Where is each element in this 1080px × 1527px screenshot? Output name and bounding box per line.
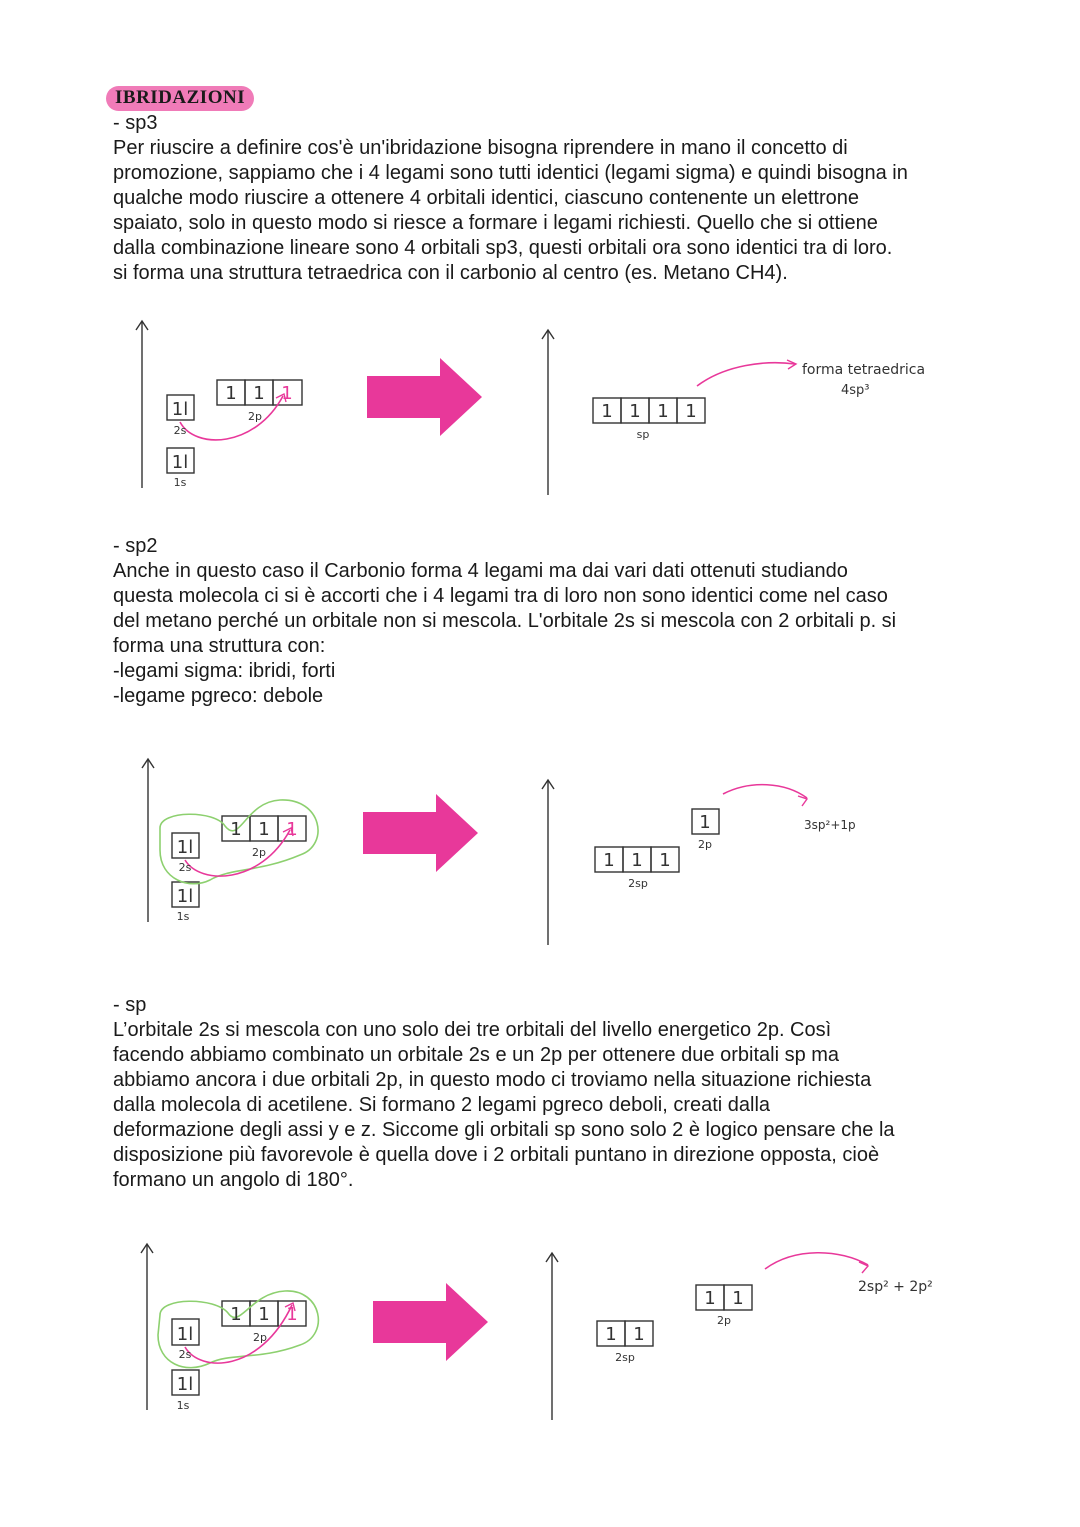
sp-2p-e2: 1 (258, 1304, 270, 1325)
sp-line-3: abbiamo ancora i due orbitali 2p, in questo modo ci troviamo nella situazione richiesta (113, 1069, 872, 1091)
sp2-2s-pair: 1l (176, 837, 194, 858)
sp-2p-right-e1: 1 (704, 1288, 716, 1309)
sp3-line-2: promozione, sappiamo che i 4 legami sono tutti identici (legami sigma) e quindi bisogna in (113, 162, 908, 184)
sp3-heading: - sp3 (113, 112, 158, 134)
sp3-diagram (0, 310, 1080, 510)
sp-line-4: dalla molecola di acetilene. Si formano 2 legami pgreco deboli, creati dalla (113, 1094, 771, 1116)
sp3-sp-e1: 1 (601, 401, 613, 422)
sp-label-1s: 1s (176, 1399, 190, 1412)
sp3-sp-e4: 1 (685, 401, 697, 422)
sp-2sp-e2: 1 (633, 1324, 645, 1345)
sp2-note: 3sp²+1p (804, 818, 856, 832)
sp3-label-2p: 2p (248, 410, 262, 423)
sp3-sp-e3: 1 (657, 401, 669, 422)
sp2-label-2sp: 2sp (628, 877, 648, 890)
sp-2s-pair: 1l (176, 1324, 194, 1345)
sp3-2p-e2: 1 (253, 383, 265, 404)
sp-line-6: disposizione più favorevole è quella dove i 2 orbitali puntano in direzione opposta, cioè (113, 1144, 880, 1166)
sp3-2p-e3: 1 (281, 383, 293, 404)
sp3-line-4: spaiato, solo in questo modo si riesce a formare i legami richiesti. Quello che si ottiene (113, 212, 878, 234)
big-arrow-sp2 (363, 794, 478, 872)
sp3-note-line1: forma tetraedrica (802, 362, 926, 378)
sp2-label-1s: 1s (176, 910, 190, 923)
sp2-2p-right-e1: 1 (699, 812, 711, 833)
page-title: IBRIDAZIONI (106, 86, 254, 111)
section-sp3 (113, 111, 993, 286)
sp3-label-sp: sp (636, 428, 650, 441)
sp3-label-1s: 1s (173, 476, 187, 489)
section-sp (113, 993, 993, 1193)
sp3-sp-e2: 1 (629, 401, 641, 422)
sp-line-1: L’orbitale 2s si mescola con uno solo dei tre orbitali del livello energetico 2p. Così (113, 1019, 832, 1041)
sp2-1s-pair: 1l (176, 886, 194, 907)
sp3-label-2s: 2s (173, 424, 187, 437)
sp-2p-right-e2: 1 (732, 1288, 744, 1309)
sp2-line-2: questa molecola ci si è accorti che i 4 legami tra di loro non sono identici come nel caso (113, 585, 888, 607)
sp3-2p-e1: 1 (225, 383, 237, 404)
big-arrow-sp (373, 1283, 488, 1361)
sp2-2sp-e3: 1 (659, 850, 671, 871)
sp2-diagram (0, 750, 1080, 950)
section-sp2 (113, 534, 993, 709)
sp-note: 2sp² + 2p² (858, 1279, 933, 1295)
sp2-label-2p-right: 2p (698, 838, 712, 851)
sp2-label-2p: 2p (252, 846, 266, 859)
sp2-2p-e1: 1 (230, 819, 242, 840)
sp3-1s-pair: 1l (171, 452, 189, 473)
sp-line-2: facendo abbiamo combinato un orbitale 2s e un 2p per ottenere due orbitali sp ma (113, 1044, 840, 1066)
sp-label-2p: 2p (253, 1331, 267, 1344)
sp2-2p-e3: 1 (286, 819, 298, 840)
sp2-heading: - sp2 (113, 535, 158, 557)
sp-label-2s: 2s (178, 1348, 192, 1361)
sp-label-2sp: 2sp (615, 1351, 635, 1364)
sp3-line-1: Per riuscire a definire cos'è un'ibridazione bisogna riprendere in mano il concetto di (113, 137, 848, 159)
sp2-line-6: -legame pgreco: debole (113, 685, 324, 707)
sp2-line-1: Anche in questo caso il Carbonio forma 4 legami ma dai vari dati ottenuti studiando (113, 560, 848, 582)
sp2-line-4: forma una struttura con: (113, 635, 326, 657)
sp-line-7: formano un angolo di 180°. (113, 1169, 354, 1191)
sp3-line-5: dalla combinazione lineare sono 4 orbitali sp3, questi orbitali ora sono identici tra di loro. (113, 237, 893, 259)
sp-2sp-e1: 1 (605, 1324, 617, 1345)
sp3-note-line2: 4sp³ (841, 383, 870, 398)
sp-2p-e1: 1 (230, 1304, 242, 1325)
sp3-line-3: qualche modo riuscire a ottenere 4 orbitali identici, ciascuno contenente un elettrone (113, 187, 860, 209)
sp-diagram (0, 1235, 1080, 1435)
sp-2p-e3: 1 (286, 1304, 298, 1325)
sp2-2p-e2: 1 (258, 819, 270, 840)
sp2-2sp-e1: 1 (603, 850, 615, 871)
sp2-label-2s: 2s (178, 861, 192, 874)
sp-line-5: deformazione degli assi y e z. Siccome gli orbitali sp sono solo 2 è logico pensare che la (113, 1119, 895, 1141)
sp-label-2p-right: 2p (717, 1314, 731, 1327)
sp3-2s-pair: 1l (171, 399, 189, 420)
sp2-line-5: -legami sigma: ibridi, forti (113, 660, 336, 682)
sp3-line-6: si forma una struttura tetraedrica con il carbonio al centro (es. Metano CH4). (113, 262, 788, 284)
big-arrow-sp3 (367, 358, 482, 436)
sp-1s-pair: 1l (176, 1374, 194, 1395)
sp2-line-3: del metano perché un orbitale non si mescola. L'orbitale 2s si mescola con 2 orbitali p. si (113, 610, 897, 632)
sp-heading: - sp (113, 994, 147, 1016)
sp2-2sp-e2: 1 (631, 850, 643, 871)
